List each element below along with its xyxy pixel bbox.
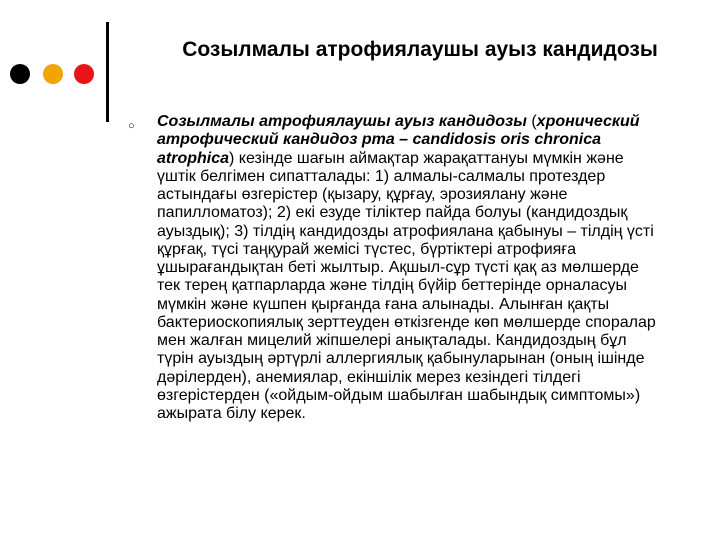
circle-bullet-icon: ○: [128, 120, 135, 132]
term-synonyms: хронический атрофический кандидоз рта – candidosis oris chronica atrophica: [157, 113, 640, 167]
black-dot-icon: [10, 64, 30, 84]
term-name: Созылмалы атрофиялаушы ауыз кандидозы: [157, 113, 527, 130]
bullet-body-text: кезінде шағын аймақтар жарақаттануы мүмкін және үштік белгімен сипатталады: 1) алмалы-салмалы протездер астындағы өзгерістер (қызару, құрғау, эрозиялану және папилломатоз); 2) екі езуде тіліктер пайда болуы (кандидоздық ауыздық); 3) тілдің кандидозды атрофиялана қабынуы – тілдің үсті құрғақ, түсі таңқурай жемісі түстес, бүртіктері атрофияға ұшырағандықтан беті жылтыр. Ақшыл-сұр түсті қақ аз мөлшерде тек терең қатпарларда және тілдің бүйір беттерінде орналасуы мүмкін және күшпен қырғанда ғана алынады. Алынған қақты бактериоскопиялық зерттеуден өткізгенде көп мөлшерде споралар мен жалған мицелий жіпшелері анықталады. Кандидоздың бұл түрін ауыздың әртүрлі аллергиялық қабынуларынан (оның ішінде дәрілерден), анемиялар, екіншілік мерез кезіндегі тілдегі өзгерістерден («ойдым-ойдым шабылған шабындық симптомы») ажырата білу керек.: [157, 149, 656, 422]
bullet-paragraph: [157, 113, 665, 423]
slide-title: Созылмалы атрофиялаушы ауыз кандидозы: [182, 38, 658, 61]
decorative-dots: [10, 64, 98, 86]
orange-dot-icon: [43, 64, 63, 84]
red-dot-icon: [74, 64, 94, 84]
term-open-paren: (: [526, 113, 537, 130]
vertical-divider: [106, 22, 109, 122]
term-close-paren: ): [229, 149, 235, 167]
